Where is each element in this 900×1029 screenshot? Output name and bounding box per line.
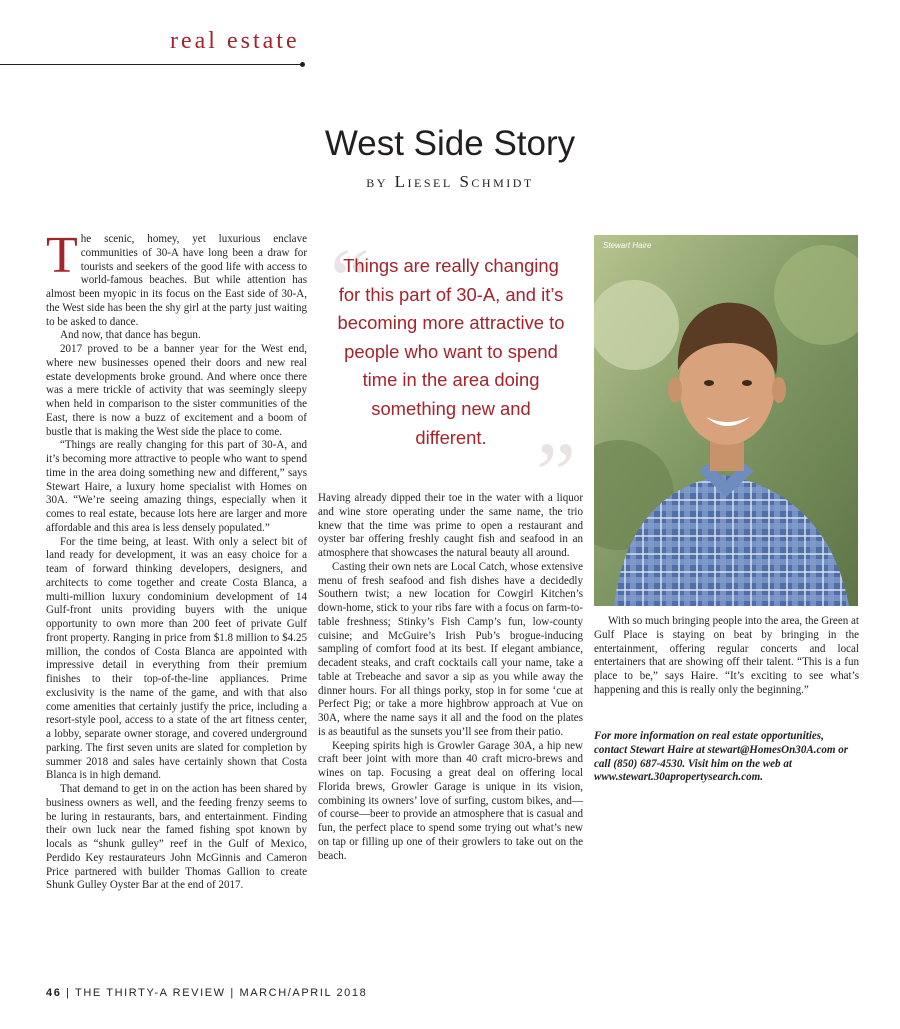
contact-info: For more information on real estate opportunities, contact Stewart Haire at stewart@HomesOn30A.com or call (850) 687-4530. Visit him on the web at www.stewart.30apropertysearch.com.	[594, 730, 849, 784]
portrait-photo	[594, 235, 858, 606]
paragraph: For the time being, at least. With only a select bit of land ready for development, it was an easy choice for a team of forward thinking developers, designers, and architects to come together and create Costa Blanca, a multi-million luxury condominium development of 14 Gulf-front units providing buyers with the unique opportunity to own more than 200 feet of private Gulf front property. Ranging in price from $1.8 million to $4.25 million, the condos of Costa Blanca are appointed with impressive detail in everything from their premium finishes to their top-of-the-line appliances. Prime exclusivity is the name of the game, and with that also come amenities that certainly justify the price, including a resort-style pool, access to a state of the art fitness center, a lobby, separate owner storage, and covered underground parking. The first seven units are slated for completion by summer 2018 and sales have certainly shown that Costa Blanca is in high demand.	[46, 535, 307, 782]
close-quote-icon: ”	[536, 425, 576, 524]
pull-quote-text: Things are really changing for this part of 30-A, and it’s becoming more attractive to people who want to spend time in the area doing something new and different.	[337, 255, 565, 448]
drop-cap: T	[46, 227, 78, 284]
page-footer	[46, 987, 367, 999]
paragraph-text: he scenic, homey, yet luxurious enclave communities of 30-A have long been a draw for tourists and seekers of the good life with access to world-famous beaches. But while attention has almost been myopic in its focus on the East side of 30-A, the West side has been the shy girl at the party just waiting to be asked to dance.	[46, 233, 307, 328]
paragraph: And now, that dance has begun.	[60, 329, 201, 342]
issue-date: MARCH/APRIL 2018	[239, 987, 368, 999]
paragraph	[46, 227, 307, 329]
article-column-1	[46, 227, 307, 893]
article-byline: by Liesel Schmidt	[366, 172, 534, 191]
paragraph: Casting their own nets are Local Catch, whose extensive menu of fresh seafood and fish dishes have a decidedly Southern twist; a new location for Cowgirl Kitchen’s down-home, stick to your ribs fare with a focus on farm-to-table freshness; Stinky’s Fish Camp’s fun, low-county cuisine; and McGuire’s Irish Pub’s brogue-inducing sampling of comfort food at its best. If elegant ambiance, decadent steaks, and craft cocktails call your name, take a table at Trebeache and savor a sip as you while away the dinner hours. For all things porky, stop in for some ‘cue at Perfect Pig; or take a more highbrow approach at Vue on 30A, where the name says it all and the food on the plates is as beautiful as the sunsets you’ll see from their patio.	[318, 560, 583, 738]
article-column-2	[318, 492, 583, 863]
article-column-3	[594, 615, 859, 698]
paragraph: Keeping spirits high is Growler Garage 30A, a hip new craft beer joint with more than 40 craft micro-brews and wines on tap. Focusing a great deal on offering local Florida brews, Growler Garage is unique in its vision, combining its owners’ love of surfing, custom bikes, and—of course—beer to provide an atmosphere that is casual and fun, the perfect place to spend some trying out what’s new on tap or filling up one of their growlers to take out on the beach.	[318, 739, 583, 862]
photo-caption: Stewart Haire	[603, 241, 652, 250]
publication-name: THE THIRTY-A REVIEW	[75, 987, 226, 999]
paragraph: “Things are really changing for this part of 30-A, and it’s becoming more attractive to people who want to spend time in the area doing something new and different,” says Stewart Haire, a luxury home specialist with Homes on 30A. “We’re seeing amazing things, especially when it comes to real estate, because lots here are larger and more affordable and this area is less densely populated.”	[46, 439, 307, 534]
paragraph: With so much bringing people into the area, the Green at Gulf Place is staying on beat by bringing in the entertainment, offering regular concerts and local entertainers that are showing off their talent. “This is a fun place to be,” says Haire. “It’s exciting to see what’s happening and this is really only the beginning.”	[594, 615, 859, 696]
footer-separator: |	[230, 987, 235, 999]
article-title: West Side Story	[324, 124, 576, 163]
paragraph: 2017 proved to be a banner year for the West end, where new businesses opened their doors and new real estate developments broke ground. And where once there was a mere trickle of activity that was seemingly sleepy when held in comparison to the sister communities of the East, there is now a buzz of excitement and a boom of bustle that is making the West side the place to come.	[46, 343, 307, 438]
section-label: real estate	[170, 28, 300, 54]
header-rule	[0, 64, 302, 65]
pull-quote	[330, 231, 576, 524]
page-number: 46	[46, 987, 62, 999]
paragraph: Having already dipped their toe in the water with a liquor and wine store operating under the same name, the trio knew that the time was prime to open a restaurant and oyster bar offering freshly caught fish and seafood in an atmosphere that showcases the natural beauty all around.	[318, 492, 583, 559]
paragraph: That demand to get in on the action has been shared by business owners as well, and the feeding frenzy seems to be luring in restaurants, bars, and entertainment. Finding their own luck near the famed fishing spot known by locals as “shunk gulley” reef in the Gulf of Mexico, Perdido Key restaurateurs John McGinnis and Cameron Price partnered with builder Thomas Gallion to create Shunk Gulley Oyster Bar at the end of 2017.	[46, 783, 307, 892]
header-rule-dot	[300, 62, 305, 67]
footer-separator: |	[66, 987, 71, 999]
open-quote-icon: “	[330, 231, 370, 330]
